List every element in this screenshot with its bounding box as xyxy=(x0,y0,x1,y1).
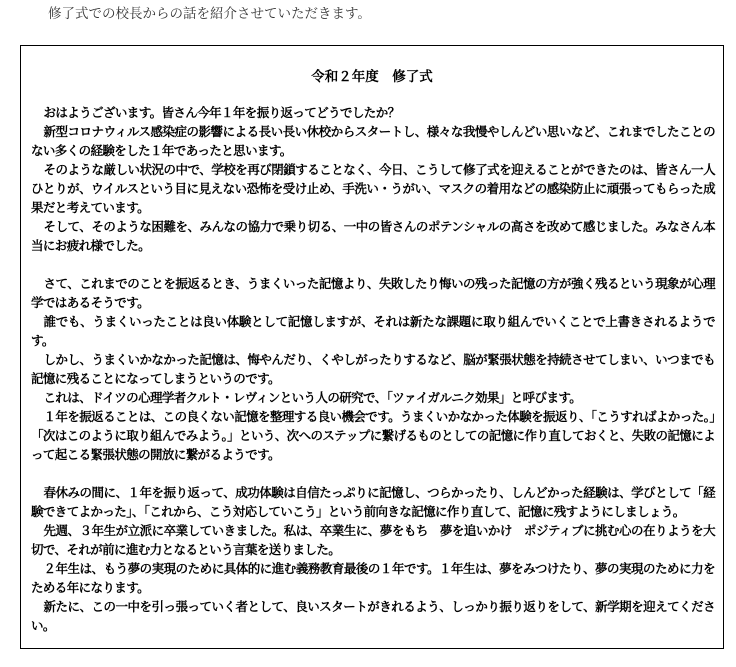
paragraph: そして、そのような困難を、みんなの協力で乗り切る、一中の皆さんのポテンシャルの高さを改めて感じました。みなさん本当にお疲れ様でした。 xyxy=(31,219,715,253)
paragraph: 新たに、この一中を引っ張っていく者として、良いスタートがきれるよう、しっかり振り返りをして、新学期を迎えてください。 xyxy=(31,599,715,633)
paragraph: 先週、３年生が立派に卒業していきました。私は、卒業生に、夢をもち 夢を追いかけ ポジティブに挑む心の在りようを大切で、それが前に進む力となるという言葉を送りました。 xyxy=(31,523,715,557)
document-title: 令和２年度 修了式 xyxy=(311,69,433,85)
paragraph: そのような厳しい状況の中で、学校を再び閉鎖することなく、今日、こうして修了式を迎えることができたのは、皆さん一人ひとりが、ウイルスという目に見えない恐怖を受け止め、手洗い・うがい、マスクの着用などの感染防止に頑張ってもらった成果だと考えています。 xyxy=(31,162,715,215)
paragraph: 誰でも、うまくいったことは良い体験として記憶しますが、それは新たな課題に取り組んでいくことで上書きされるようです。 xyxy=(31,314,715,348)
paragraph: しかし、うまくいかなかった記憶は、悔やんだり、くやしがったりするなど、脳が緊張状態を持続させてしまい、いつまでも記憶に残ることになってしまうというのです。 xyxy=(31,352,715,386)
paragraph: おはようございます。皆さん今年１年を振り返ってどうでしたか？ xyxy=(43,105,400,120)
intro-text: 修了式での校長からの話を紹介させていただきます。 xyxy=(48,6,371,22)
document-frame xyxy=(20,45,724,649)
paragraph: ２年生は、もう夢の実現のために具体的に進む義務教育最後の１年です。１年生は、夢をみつけたり、夢の実現のために力をためる年になります。 xyxy=(31,561,715,595)
paragraph: さて、これまでのことを振返るとき、うまくいった記憶より、失敗したり悔いの残った記憶の方が強く残るという現象が心理学ではあるそうです。 xyxy=(31,276,715,310)
paragraph: 新型コロナウィルス感染症の影響による長い長い休校からスタートし、様々な我慢やしんどい思いなど、これまでしたことのない多くの経験をした１年であったと思います。 xyxy=(31,124,715,158)
paragraph: これは、ドイツの心理学者クルト・レヴィンという人の研究で、「ツァイガルニク効果」と呼びます。 xyxy=(43,390,582,405)
paragraph: １年を振返ることは、この良くない記憶を整理する良い機会です。うまくいかなかった体験を振返り、「こうすればよかった。」「次はこのように取り組んでみよう。」という、次へのステップに繋げるものとしての記憶に作り直しておくと、失敗の記憶によって起こる緊張状態の開放に繋がるようです。 xyxy=(31,409,716,462)
document-body xyxy=(31,103,715,635)
paragraph: 春休みの間に、１年を振り返って、成功体験は自信たっぷりに記憶し、つらかったり、しんどかった経験は、学びとして「経験できてよかった」、「これから、こう対応していこう」という前向きな記憶に作り直して、記憶に残すようにしましょう。 xyxy=(31,485,715,519)
